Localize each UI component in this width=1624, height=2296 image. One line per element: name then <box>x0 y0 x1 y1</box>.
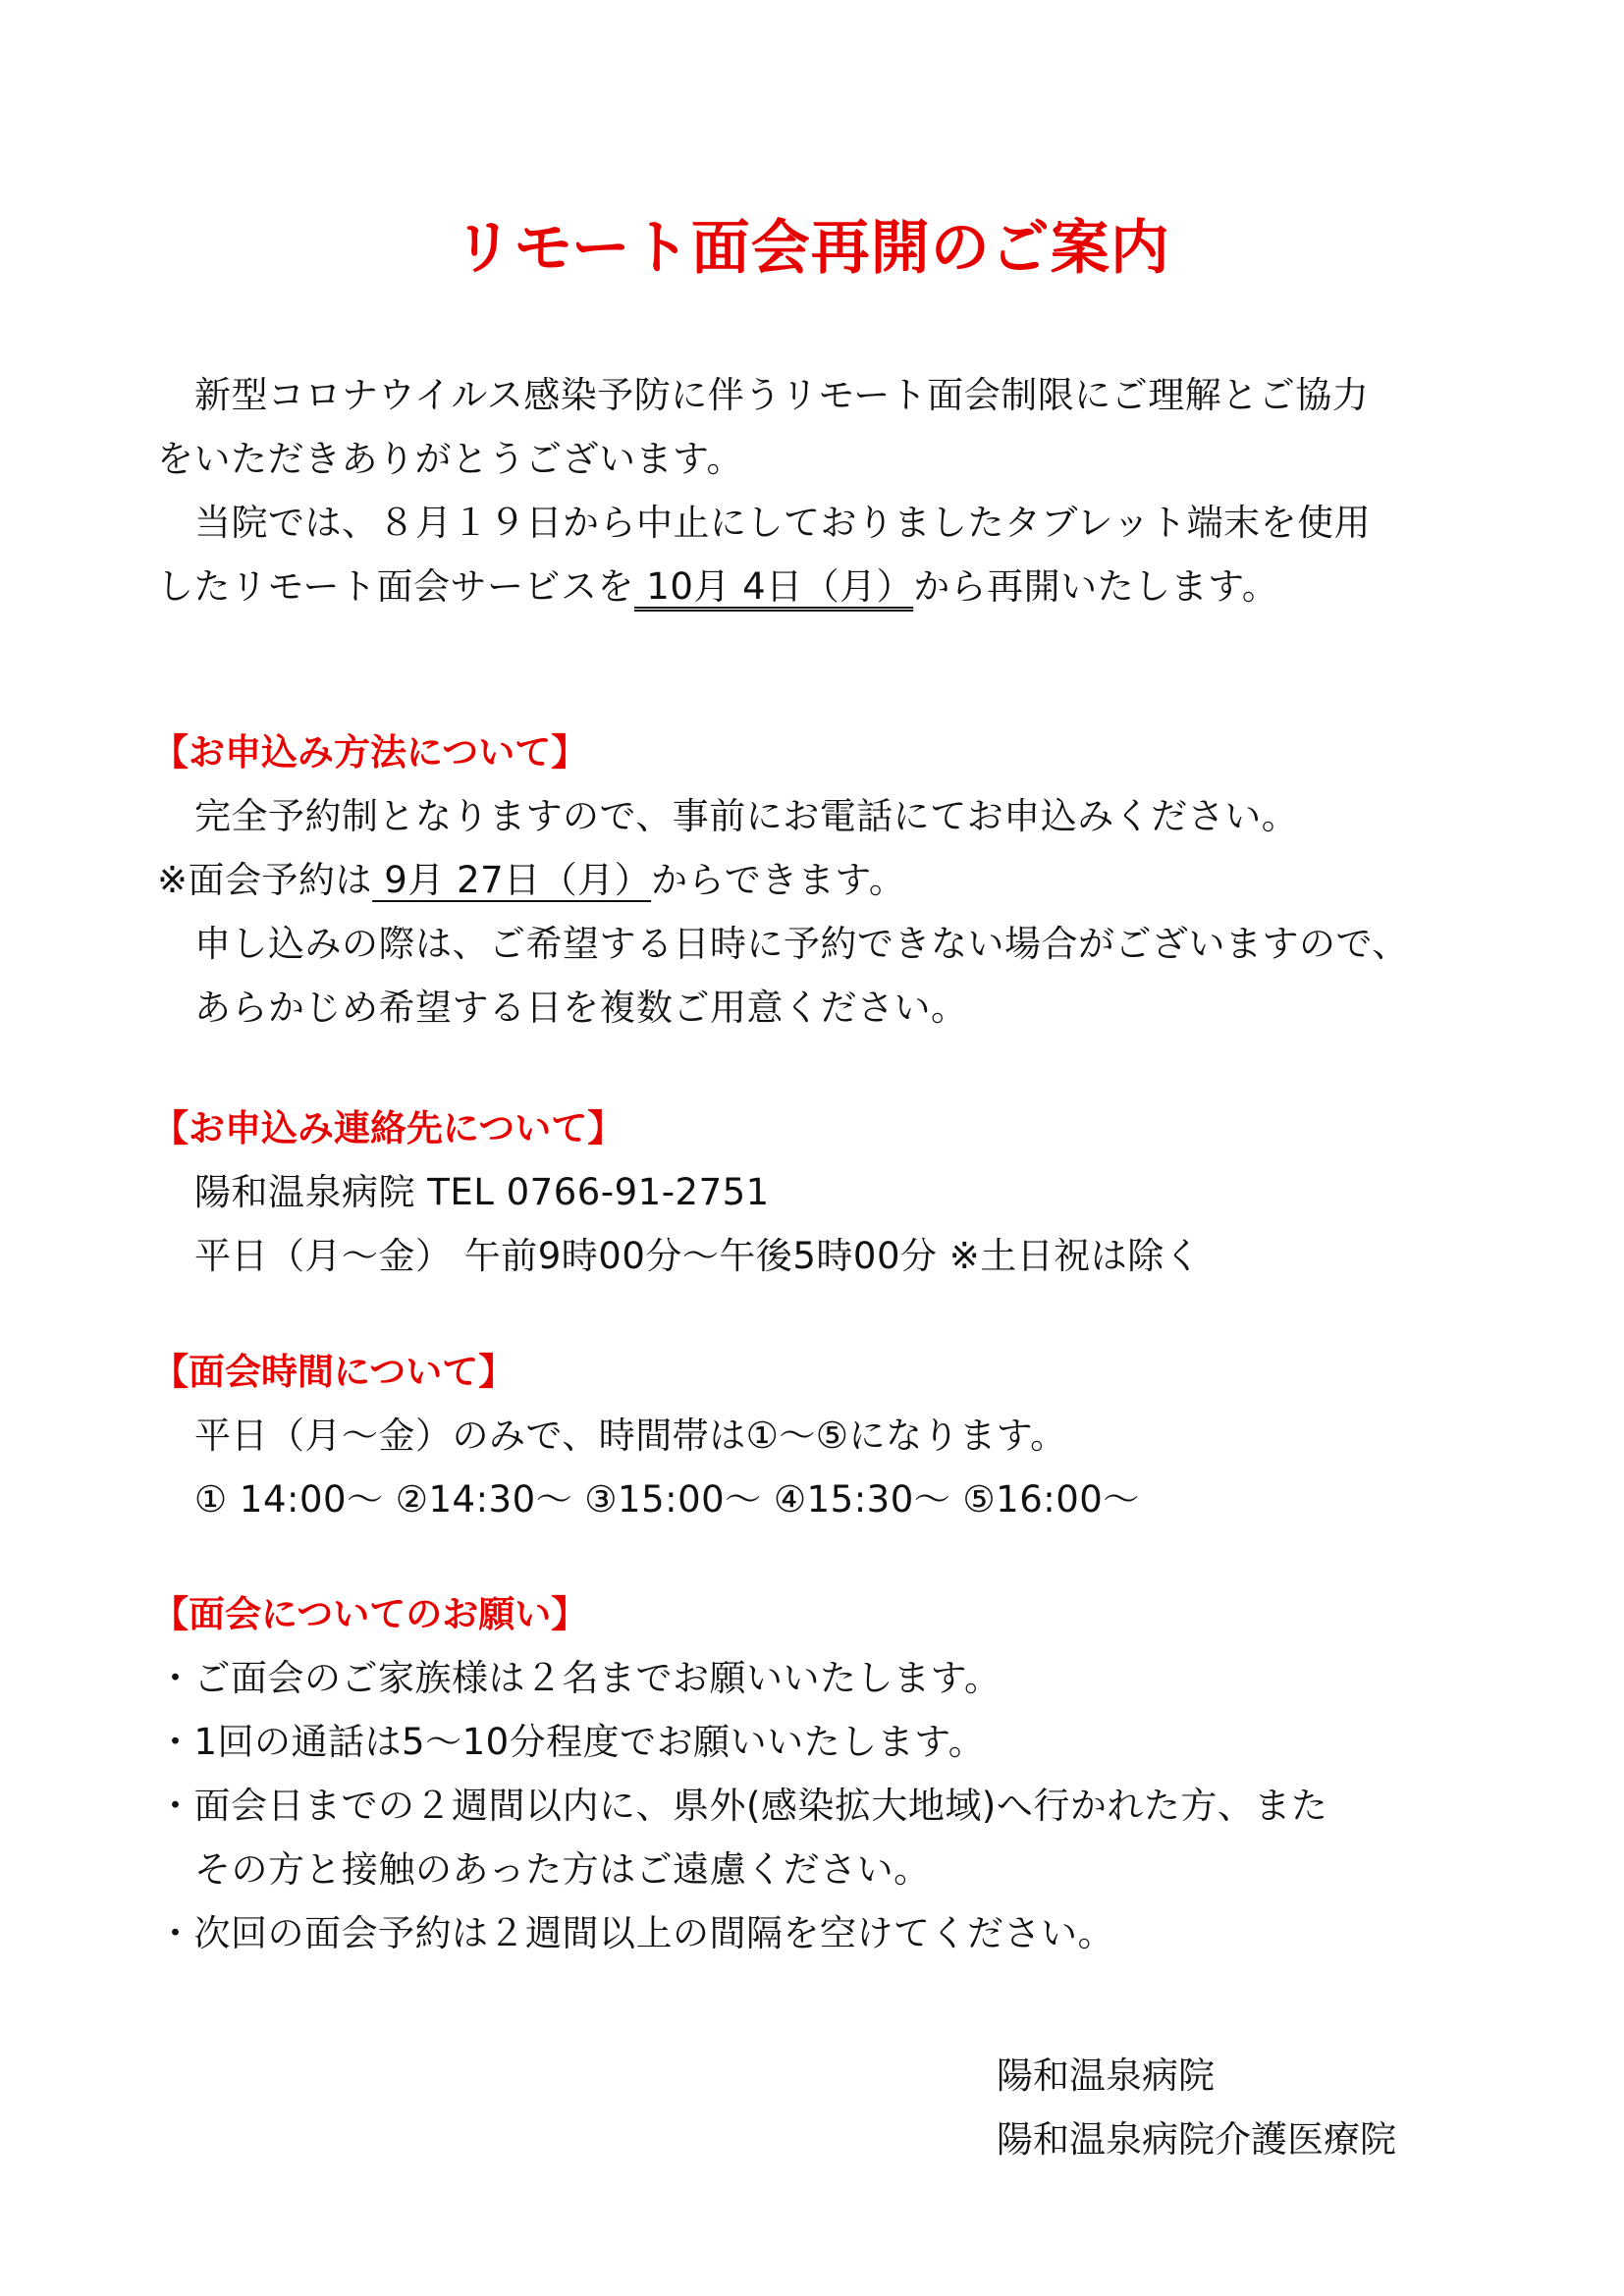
page-title: リモート面会再開のご案内 <box>454 214 1170 283</box>
intro-line-1: 新型コロナウイルス感染予防に伴うリモート面会制限にご理解とご協力 <box>194 374 1370 416</box>
hours-time-slots: ① 14:00～ ②14:30～ ③15:00～ ④15:30～ ⑤16:00～ <box>194 1478 1140 1521</box>
section-heading-requests: 【面会についてのお願い】 <box>152 1593 588 1635</box>
apply-line-3: 申し込みの際は、ご希望する日時に予約できない場合がございますので、 <box>194 923 1409 965</box>
intro-line-4-post: から再開いたします。 <box>913 565 1279 608</box>
section-heading-hours: 【面会時間について】 <box>152 1351 515 1393</box>
contact-hours: 平日（月～金） 午前9時00分～午後5時00分 ※土日祝は除く <box>194 1235 1202 1277</box>
signature-care-hospital: 陽和温泉病院介護医療院 <box>997 2118 1396 2161</box>
intro-line-2: をいただきありがとうございます。 <box>157 438 744 480</box>
apply-line-2-post: からできます。 <box>651 859 906 901</box>
resume-date: 10月 4日（月） <box>634 565 914 608</box>
list-item: ・1回の通話は5～10分程度でお願いいたします。 <box>157 1721 986 1763</box>
signature-hospital: 陽和温泉病院 <box>997 2055 1215 2097</box>
apply-line-2-pre: ※面会予約は <box>157 859 373 901</box>
reservation-start-date: 9月 27日（月） <box>372 859 652 901</box>
intro-line-4-pre: したリモート面会サービスを <box>157 565 635 608</box>
intro-line-4 <box>157 562 1278 612</box>
apply-line-2 <box>157 856 905 905</box>
intro-line-3: 当院では、８月１９日から中止にしておりましたタブレット端末を使用 <box>194 502 1372 544</box>
list-item: ・ご面会のご家族様は２名までお願いいたします。 <box>157 1657 1001 1699</box>
section-heading-apply: 【お申込み方法について】 <box>152 731 588 774</box>
apply-line-1: 完全予約制となりますので、事前にお電話にてお申込みください。 <box>194 795 1299 837</box>
apply-line-4: あらかじめ希望する日を複数ご用意ください。 <box>194 987 968 1029</box>
list-item-continuation: その方と接触のあった方はご遠慮ください。 <box>194 1848 931 1891</box>
list-item: ・次回の面会予約は２週間以上の間隔を空けてください。 <box>157 1912 1114 1954</box>
list-item: ・面会日までの２週間以内に、県外(感染拡大地域)へ行かれた方、また <box>157 1785 1328 1827</box>
contact-phone: 陽和温泉病院 TEL 0766-91-2751 <box>194 1171 770 1213</box>
section-heading-contact: 【お申込み連絡先について】 <box>152 1107 624 1149</box>
hours-line-1: 平日（月～金）のみで、時間帯は①～⑤になります。 <box>194 1415 1067 1457</box>
